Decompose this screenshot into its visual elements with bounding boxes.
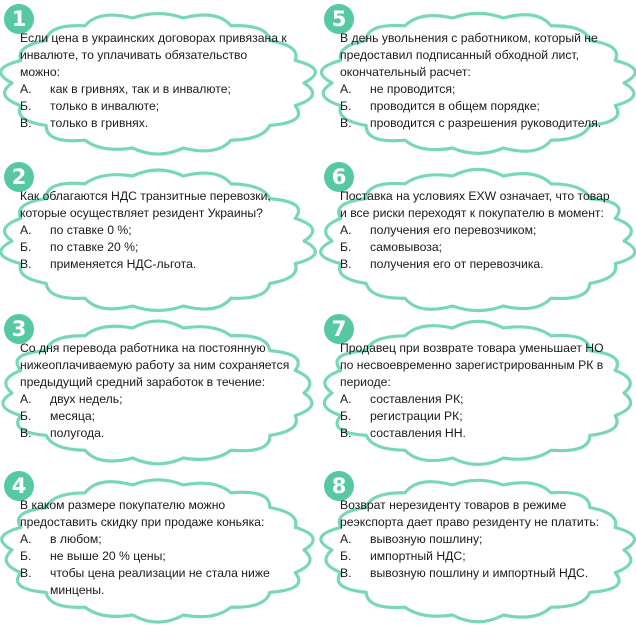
question-content: [340, 340, 610, 442]
answer-option: [20, 115, 290, 132]
answer-option: [340, 81, 610, 98]
question-number-badge: 4: [4, 471, 34, 501]
option-letter: Б.: [20, 99, 32, 113]
question-text: В каком размере покупателю можно предоставить скидку при продаже коньяка:: [20, 498, 265, 529]
question-content: [20, 30, 290, 132]
option-text: самовывоза;: [370, 240, 442, 254]
option-text: вывозную пошлину;: [370, 532, 483, 546]
question-content: [20, 340, 290, 442]
option-text: двух недель;: [50, 392, 123, 406]
answer-option: [20, 222, 290, 239]
option-letter: В.: [340, 426, 352, 440]
option-letter: А.: [20, 532, 32, 546]
answer-option: [20, 565, 290, 599]
option-text: по ставке 0 %;: [50, 223, 132, 237]
answer-option: [20, 531, 290, 548]
option-letter: В.: [340, 566, 352, 580]
answer-option: [20, 239, 290, 256]
option-text: регистрации РК;: [370, 409, 463, 423]
question-content: [20, 497, 290, 599]
option-text: составления РК;: [370, 392, 464, 406]
question-text: Возврат нерезиденту товаров в режиме реэкспорта дает право резиденту не платить:: [340, 498, 600, 529]
answer-option: [340, 98, 610, 115]
answer-option: [20, 391, 290, 408]
answer-option: [340, 391, 610, 408]
answer-option: [340, 531, 610, 548]
answer-option: [20, 256, 290, 273]
option-letter: В.: [20, 426, 32, 440]
question-card-5: [322, 5, 634, 157]
answer-options: [340, 391, 610, 442]
question-content: [20, 188, 290, 273]
option-letter: Б.: [340, 99, 352, 113]
question-text: Если цена в украинских договорах привязана к инвалюте, то уплачивать обязательство можно:: [20, 31, 287, 79]
option-text: составления НН.: [370, 426, 466, 440]
question-card-8: [322, 472, 634, 624]
answer-options: [340, 222, 610, 273]
question-number-badge: 2: [4, 162, 34, 192]
answer-options: [20, 531, 290, 599]
answer-option: [20, 548, 290, 565]
option-letter: А.: [20, 392, 32, 406]
option-letter: А.: [340, 223, 352, 237]
answer-option: [340, 408, 610, 425]
option-text: месяца;: [50, 409, 95, 423]
option-text: как в гривнях, так и в инвалюте;: [50, 82, 231, 96]
question-text: Поставка на условиях EXW означает, что товар и все риски переходят к покупателю в момент:: [340, 189, 610, 220]
option-text: не проводится;: [370, 82, 456, 96]
question-card-3: [2, 315, 314, 467]
option-letter: В.: [20, 257, 32, 271]
option-letter: Б.: [20, 549, 32, 563]
option-text: только в инвалюте;: [50, 99, 160, 113]
option-letter: В.: [20, 116, 32, 130]
option-letter: А.: [20, 82, 32, 96]
answer-option: [20, 408, 290, 425]
question-card-4: [2, 472, 314, 624]
question-number-badge: 1: [4, 4, 34, 34]
answer-option: [340, 239, 610, 256]
option-text: импортный НДС;: [370, 549, 466, 563]
answer-option: [340, 425, 610, 442]
option-letter: В.: [20, 566, 32, 580]
answer-options: [20, 81, 290, 132]
option-text: вывозную пошлину и импортный НДС.: [370, 566, 589, 580]
option-letter: В.: [340, 257, 352, 271]
option-text: по ставке 20 %;: [50, 240, 139, 254]
option-letter: Б.: [20, 409, 32, 423]
answer-option: [20, 81, 290, 98]
option-letter: А.: [340, 532, 352, 546]
question-number-badge: 8: [324, 471, 354, 501]
question-text: Продавец при возврате товара уменьшает НО по несвоевременно зарегистрированным РК в периоде:: [340, 341, 604, 389]
answer-option: [340, 115, 610, 132]
option-text: полугода.: [50, 426, 105, 440]
option-letter: Б.: [20, 240, 32, 254]
option-letter: Б.: [340, 549, 352, 563]
answer-options: [340, 531, 610, 582]
question-content: [340, 30, 610, 132]
answer-options: [20, 391, 290, 442]
option-letter: А.: [20, 223, 32, 237]
answer-option: [20, 425, 290, 442]
question-text: Со дня перевода работника на постоянную нижеоплачиваемую работу за ним сохраняется предыдущий средний заработок в течение:: [20, 341, 290, 389]
option-text: получения его от перевозчика.: [370, 257, 544, 271]
option-text: только в гривнях.: [50, 116, 149, 130]
question-text: В день увольнения с работником, который не предоставил подписанный обходной лист, окончательный расчет:: [340, 31, 598, 79]
option-text: в любом;: [50, 532, 102, 546]
option-text: проводится с разрешения руководителя.: [370, 116, 602, 130]
answer-option: [20, 98, 290, 115]
answer-options: [20, 222, 290, 273]
answer-option: [340, 222, 610, 239]
option-text: получения его перевозчиком;: [370, 223, 537, 237]
question-card-7: [322, 315, 634, 467]
answer-option: [340, 565, 610, 582]
option-letter: В.: [340, 116, 352, 130]
option-letter: А.: [340, 392, 352, 406]
option-text: чтобы цена реализации не стала ниже минцены.: [50, 566, 270, 597]
question-number-badge: 3: [4, 314, 34, 344]
question-number-badge: 5: [324, 4, 354, 34]
option-letter: А.: [340, 82, 352, 96]
question-card-1: [2, 5, 314, 157]
answer-option: [340, 256, 610, 273]
answer-options: [340, 81, 610, 132]
answer-option: [340, 548, 610, 565]
option-text: не выше 20 % цены;: [50, 549, 166, 563]
question-card-2: [2, 163, 314, 315]
question-content: [340, 188, 610, 273]
question-card-6: [322, 163, 634, 315]
question-number-badge: 7: [324, 314, 354, 344]
question-number-badge: 6: [324, 162, 354, 192]
option-text: применяется НДС-льгота.: [50, 257, 197, 271]
option-letter: Б.: [340, 240, 352, 254]
question-content: [340, 497, 610, 582]
option-letter: Б.: [340, 409, 352, 423]
option-text: проводится в общем порядке;: [370, 99, 540, 113]
question-text: Как облагаются НДС транзитные перевозки, которые осуществляет резидент Украины?: [20, 189, 271, 220]
